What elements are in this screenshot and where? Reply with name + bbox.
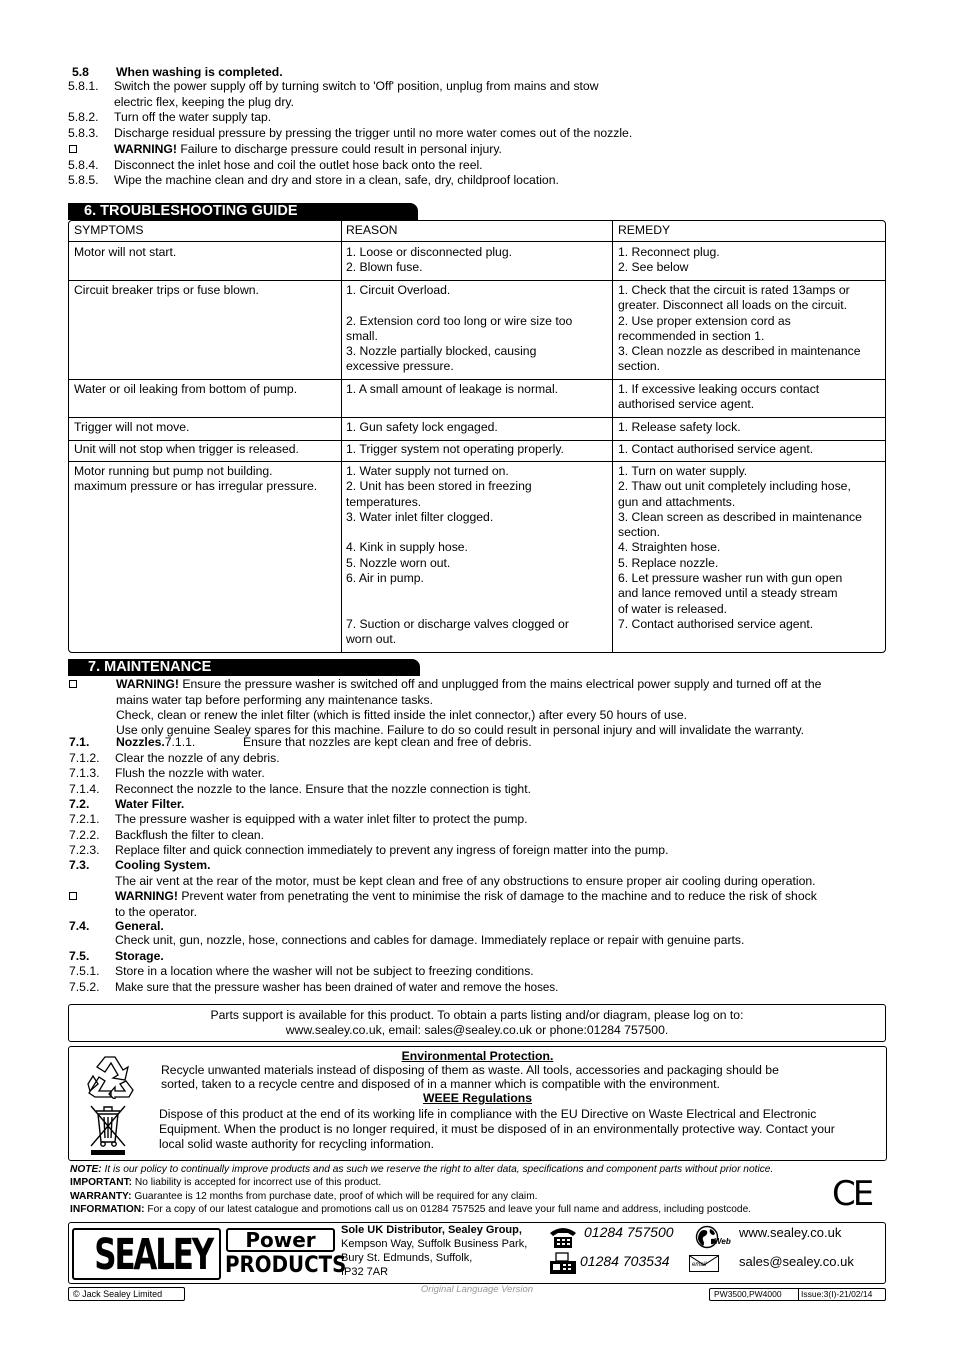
remedy-cell: 1. If excessive leaking occurs contact authorised service agent. [618, 382, 820, 412]
section-heading: Storage. [115, 949, 164, 963]
spares-text: Use only genuine Sealey spares for this machine. Failure to do so could result in personal injury and will invalidate the warranty. [116, 723, 805, 737]
copyright-text: © Jack Sealey Limited [73, 1289, 163, 1299]
parts-support-box [68, 1004, 886, 1042]
item-text: The air vent at the rear of the motor, must be kept clean and free of any obstructions to ensure proper air cooling during operation. [115, 874, 816, 888]
item-number: 5.8.1. [68, 79, 99, 93]
item-text: Wipe the machine clean and dry and store in a clean, safe, dry, childproof location. [114, 173, 559, 187]
item-text: Ensure that nozzles are kept clean and free of debris. [243, 735, 532, 749]
maintenance-heading: 7. MAINTENANCE [68, 659, 420, 676]
warning-bullet-icon [69, 142, 77, 157]
section-number: 7.5. [69, 949, 90, 963]
item-number: 7.2.3. [69, 843, 100, 857]
item-text: Make sure that the pressure washer has been drained of water and remove the hoses. [115, 981, 559, 994]
section-number: 7.4. [69, 919, 90, 933]
column-header: REASON [346, 223, 398, 237]
symptom-cell: Motor will not start. [74, 245, 177, 259]
symptom-cell: Trigger will not move. [74, 420, 190, 434]
warning-text: WARNING! Ensure the pressure washer is switched off and unplugged from the mains electrical power supply and turned off at the [116, 677, 822, 691]
section-number: 7.1. [69, 735, 90, 749]
weee-text: Equipment. When the product is no longer required, it must be disposed of in an environmentally protective way. Contact your [159, 1122, 835, 1136]
column-header: REMEDY [618, 223, 671, 237]
item-text: Flush the nozzle with water. [115, 766, 265, 780]
environment-box [68, 1046, 887, 1161]
item-number: 7.2.1. [69, 812, 100, 826]
distributor-line: IP32 7AR [341, 1266, 389, 1278]
sealey-logo-text: SEALEY [94, 1230, 213, 1280]
warning-text: WARNING! Prevent water from penetrating the vent to minimise the risk of damage to the machine and to reduce the risk of shock [115, 889, 817, 903]
issue-text: Issue:3(I)-21/02/14 [801, 1289, 873, 1299]
remedy-cell: 1. Reconnect plug. 2. See below [618, 245, 720, 275]
web-label: Web [714, 1237, 731, 1246]
reason-cell: 1. Trigger system not operating properly. [346, 442, 564, 456]
distributor-line: Sole UK Distributor, Sealey Group, [341, 1224, 522, 1236]
remedy-cell: 1. Turn on water supply. 2. Thaw out unit completely including hose, gun and attachments. 3. Clean screen as described in maintenance section. 4. Straighten hose. 5. Replace nozzle. 6. Let pressure washer run with gun open and lance removed until a steady stream of water is released. 7. Contact authorised service agent. [618, 464, 862, 631]
item-number: 7.1.2. [69, 751, 100, 765]
warning-text: mains water tap before performing any maintenance tasks. [116, 693, 434, 707]
item-number: 7.1.3. [69, 766, 100, 780]
phone-number: 01284 757500 [584, 1224, 674, 1240]
weee-text: local solid waste authority for recycling information. [159, 1137, 435, 1151]
item-text: Discharge residual pressure by pressing the trigger until no more water comes out of the nozzle. [114, 126, 633, 140]
troubleshooting-heading: 6. TROUBLESHOOTING GUIDE [68, 203, 418, 220]
symptom-cell: Motor running but pump not building. maximum pressure or has irregular pressure. [74, 464, 318, 494]
item-text: Check unit, gun, nozzle, hose, connections and cables for damage. Immediately replace or repair with genuine parts. [115, 933, 745, 947]
item-text: Replace filter and quick connection immediately to prevent any ingress of foreign matter into the pump. [115, 843, 669, 857]
symptom-cell: Water or oil leaking from bottom of pump. [74, 382, 298, 396]
fax-icon [548, 1252, 578, 1276]
env-text: sorted, taken to a recycle centre and disposed of in a manner which is compatible with the environment. [161, 1077, 720, 1091]
weee-bin-icon [87, 1102, 129, 1156]
nozzles-heading: Nozzles.7.1.1. [116, 735, 196, 749]
information-line: INFORMATION: For a copy of our latest catalogue and promotions call us on 01284 757525 and leave your full name and address, including postcode. [70, 1204, 752, 1215]
item-text: Switch the power supply off by turning switch to 'Off' position, unplug from mains and stow [114, 79, 599, 93]
warning-bullet-icon [69, 889, 77, 904]
reason-cell: 1. Gun safety lock engaged. [346, 420, 498, 434]
item-text: Disconnect the inlet hose and coil the outlet hose back onto the reel. [114, 158, 483, 172]
issue-box [709, 1288, 886, 1301]
section-heading: General. [115, 919, 164, 933]
env-text: Recycle unwanted materials instead of disposing of them as waste. All tools, accessories and packaging should be [161, 1063, 779, 1077]
warning-bullet-icon [69, 677, 77, 692]
item-number: 7.2.2. [69, 828, 100, 842]
item-number: 7.1.4. [69, 782, 100, 796]
parts-support-line: www.sealey.co.uk, email: sales@sealey.co.uk or phone:01284 757500. [285, 1023, 669, 1037]
item-number: 5.8.2. [68, 110, 99, 124]
note-line: NOTE: It is our policy to continually improve products and as such we reserve the right to alter data, specifications and component parts without prior notice. [70, 1164, 774, 1175]
phone-icon [548, 1225, 578, 1249]
distributor-line: Kempson Way, Suffolk Business Park, [341, 1238, 528, 1250]
env-title: Environmental Protection. [401, 1049, 554, 1063]
washing-heading: When washing is completed. [116, 65, 283, 79]
warning-text: to the operator. [115, 905, 197, 919]
email-icon [689, 1255, 719, 1272]
section-number: 7.2. [69, 797, 90, 811]
item-text: electric flex, keeping the plug dry. [114, 95, 294, 109]
section-heading: Water Filter. [115, 797, 185, 811]
remedy-cell: 1. Release safety lock. [618, 420, 741, 434]
item-text: Reconnect the nozzle to the lance. Ensure that the nozzle connection is tight. [115, 782, 531, 796]
products-logo-text: PRODUCTS [225, 1253, 347, 1278]
item-text: Clear the nozzle of any debris. [115, 751, 280, 765]
parts-support-line: Parts support is available for this product. To obtain a parts listing and/or diagram, please log on to: [210, 1008, 744, 1022]
item-number: 7.5.1. [69, 964, 100, 978]
warranty-line: WARRANTY: Guarantee is 12 months from purchase date, proof of which will be required for any claim. [70, 1191, 538, 1202]
reason-cell: 1. Loose or disconnected plug. 2. Blown fuse. [346, 245, 513, 275]
reason-cell: 1. Water supply not turned on. 2. Unit has been stored in freezing temperatures. 3. Water inlet filter clogged. 4. Kink in supply hose. 5. Nozzle worn out. 6. Air in pump. 7. Suction or discharge valves clogged or worn out. [346, 464, 569, 647]
distributor-line: Bury St. Edmunds, Suffolk, [341, 1252, 473, 1264]
symptom-cell: Unit will not stop when trigger is released. [74, 442, 299, 456]
column-header: SYMPTOMS [74, 223, 144, 237]
fax-number: 01284 703534 [580, 1253, 670, 1269]
item-text: The pressure washer is equipped with a water inlet filter to protect the pump. [115, 812, 528, 826]
item-number: 5.8.4. [68, 158, 99, 172]
item-text: Store in a location where the washer will not be subject to freezing conditions. [115, 964, 534, 978]
website-link[interactable]: www.sealey.co.uk [739, 1225, 842, 1240]
model-text: PW3500,PW4000 [714, 1289, 782, 1299]
sealey-logo [72, 1228, 221, 1280]
remedy-cell: 1. Contact authorised service agent. [618, 442, 814, 456]
original-language-text: Original Language Version [420, 1284, 534, 1295]
reason-cell: 1. Circuit Overload. 2. Extension cord too long or wire size too small. 3. Nozzle partially blocked, causing excessive pressure. [346, 283, 573, 374]
power-logo [226, 1228, 335, 1252]
item-number: 7.5.2. [69, 980, 100, 994]
power-logo-text: Power [245, 1228, 316, 1252]
remedy-cell: 1. Check that the circuit is rated 13amps or greater. Disconnect all loads on the circuit. 2. Use proper extension cord as recommended in section 1. 3. Clean nozzle as described in maintenance section. [618, 283, 861, 374]
item-number: 5.8.5. [68, 173, 99, 187]
weee-text: Dispose of this product at the end of its working life in compliance with the EU Directive on Waste Electrical and Electronic [159, 1107, 817, 1121]
washing-heading-number: 5.8 [72, 65, 89, 79]
reason-cell: 1. A small amount of leakage is normal. [346, 382, 559, 396]
item-text: Turn off the water supply tap. [114, 110, 272, 124]
footer-box [68, 1222, 886, 1284]
weee-title: WEEE Regulations [422, 1091, 533, 1105]
item-text: Backflush the filter to clean. [115, 828, 265, 842]
troubleshooting-table [68, 220, 886, 653]
check-text: Check, clean or renew the inlet filter (which is fitted inside the inlet connector,) after every 50 hours of use. [116, 708, 688, 722]
section-number: 7.3. [69, 858, 90, 872]
item-number: 5.8.3. [68, 126, 99, 140]
ce-mark-icon: CE [832, 1174, 872, 1214]
section-heading: Cooling System. [115, 858, 211, 872]
email-label: email [692, 1262, 707, 1268]
important-line: IMPORTANT: No liability is accepted for incorrect use of this product. [70, 1177, 382, 1188]
email-link[interactable]: sales@sealey.co.uk [739, 1254, 854, 1269]
warning-text: WARNING! Failure to discharge pressure could result in personal injury. [114, 142, 502, 156]
symptom-cell: Circuit breaker trips or fuse blown. [74, 283, 259, 297]
